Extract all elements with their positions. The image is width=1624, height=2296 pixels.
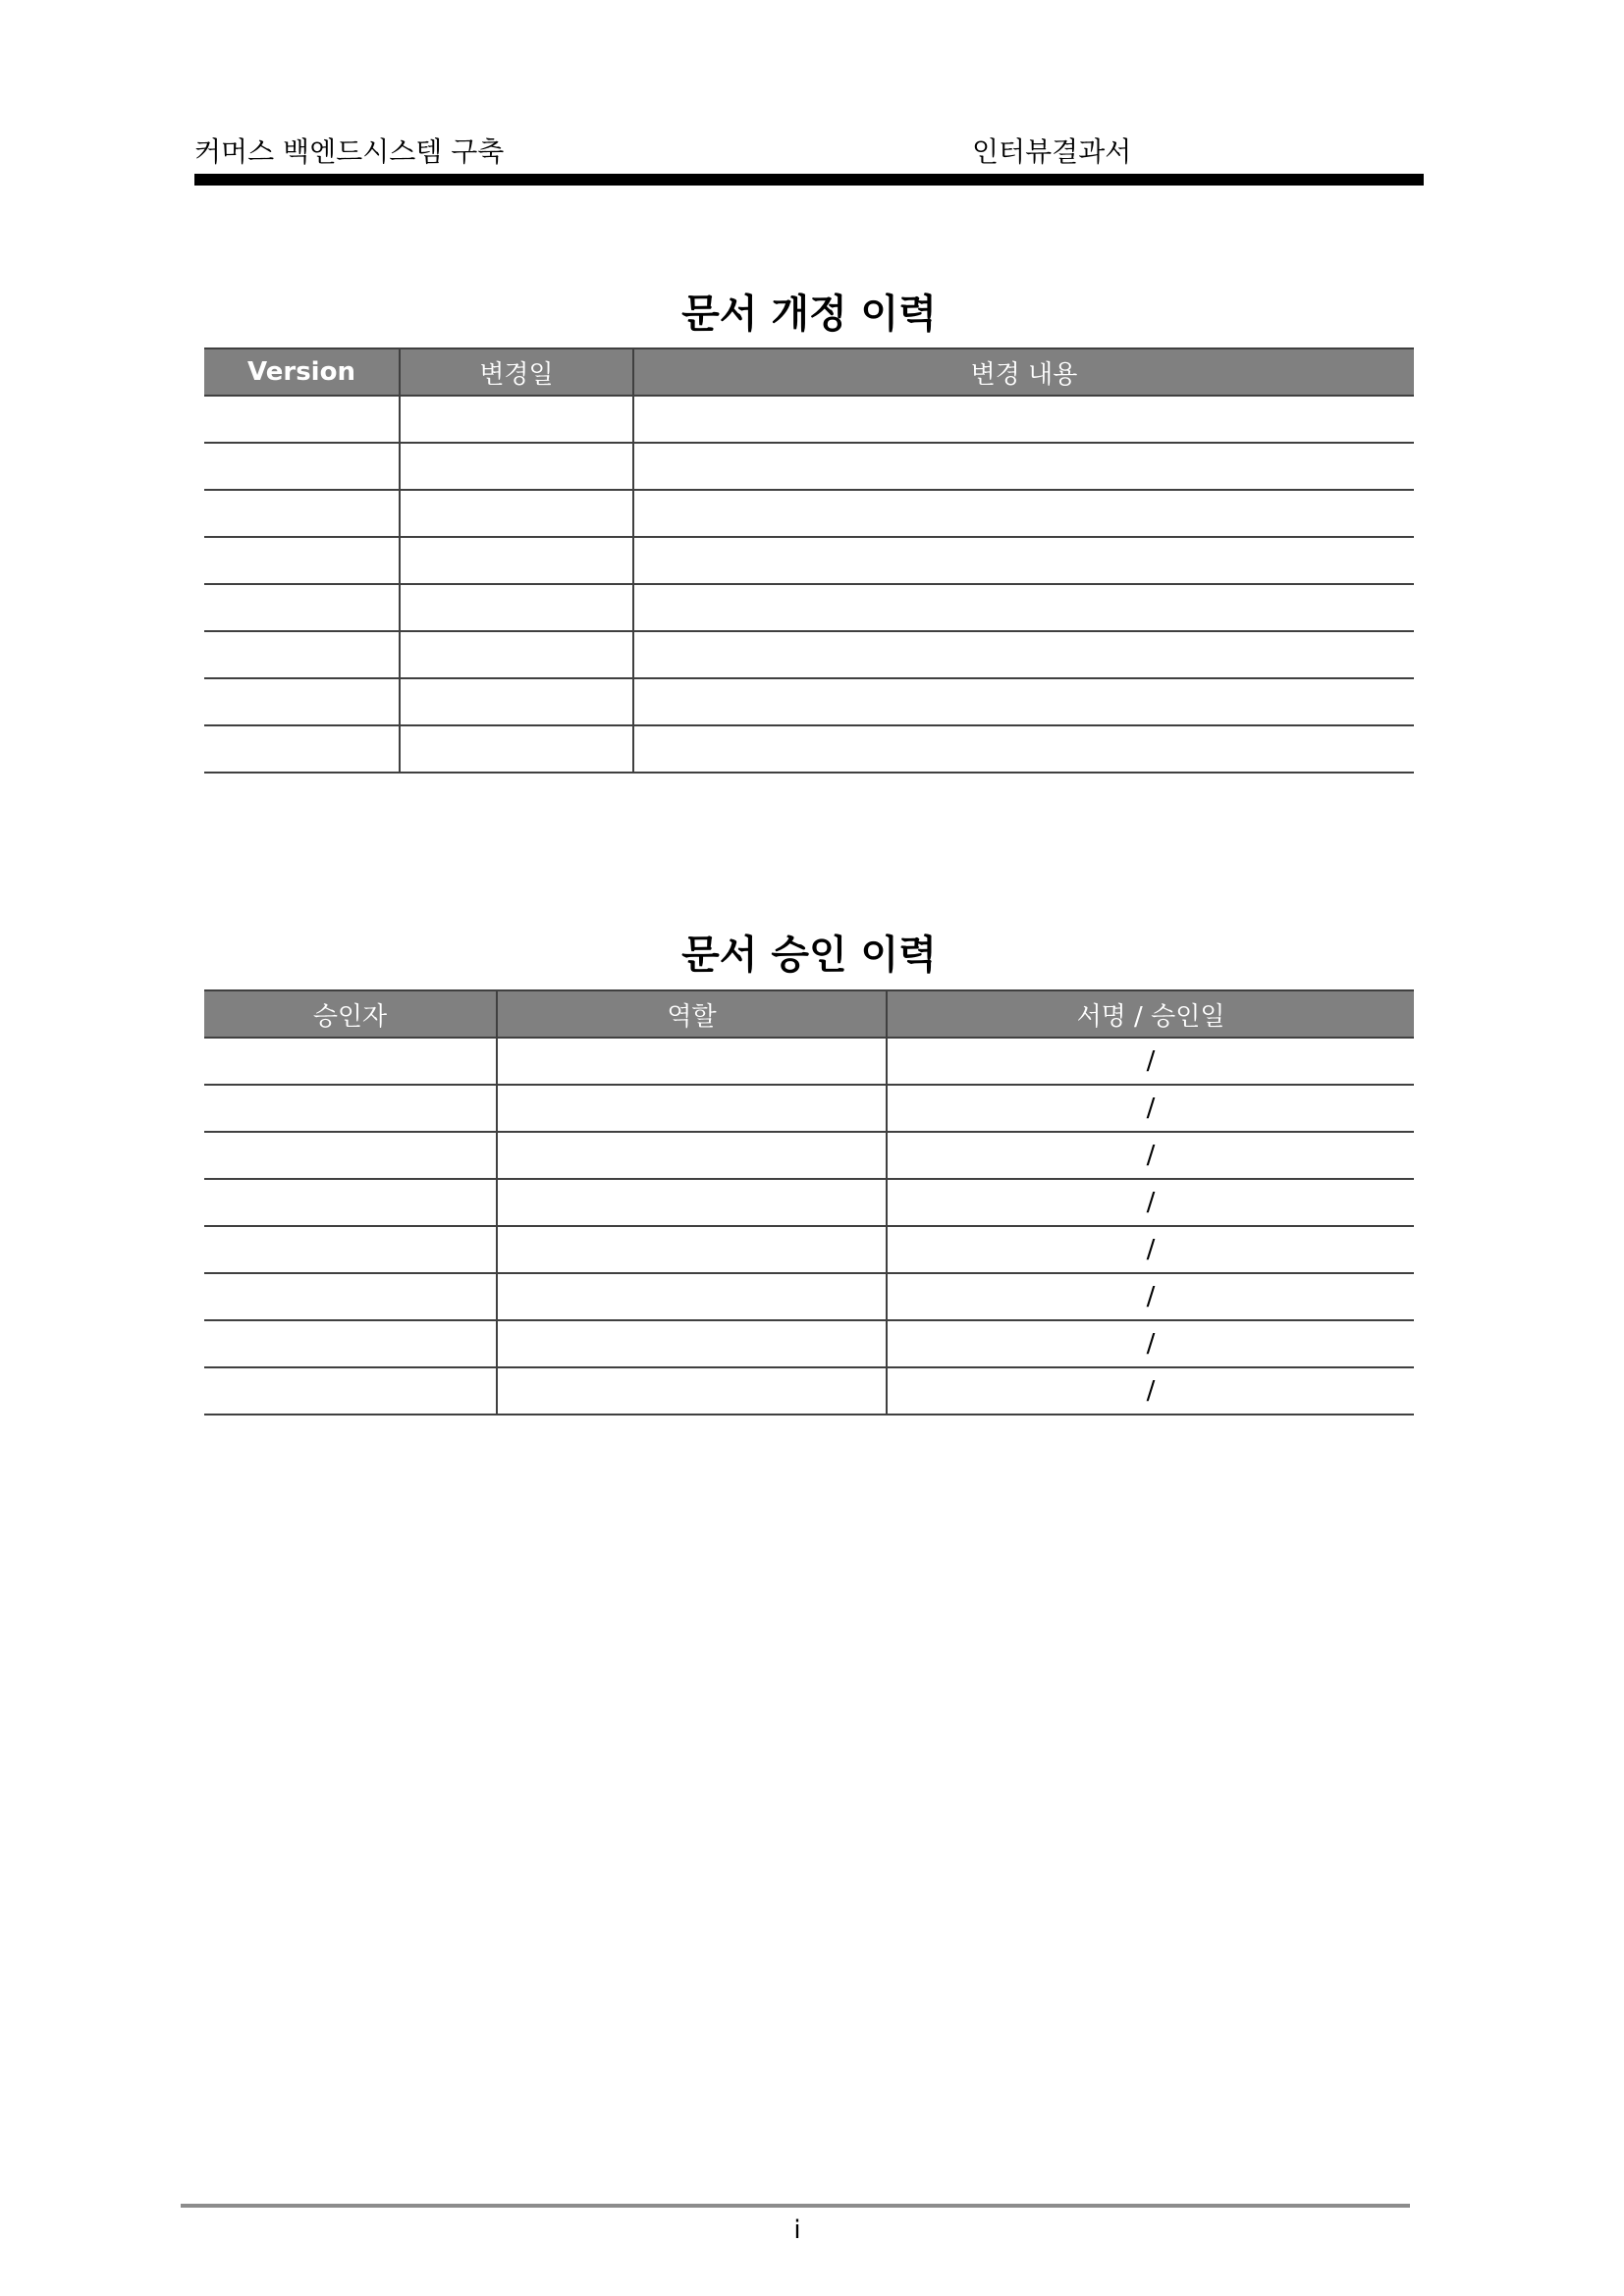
approval-approver-cell[interactable] [204,1132,497,1179]
revision-date-cell[interactable] [400,584,633,631]
table-row [204,631,1414,678]
page-number: i [793,2216,801,2245]
table-row [204,725,1414,773]
header-rule [194,174,1424,186]
approval-role-cell[interactable] [497,1085,887,1132]
approval-col-approver: 승인자 [204,990,497,1038]
table-row [204,1367,1414,1415]
table-row [204,1085,1414,1132]
table-row [204,396,1414,443]
approval-role-cell[interactable] [497,1226,887,1273]
revision-version-cell[interactable] [204,631,400,678]
revision-history-title: 문서 개정 이력 [681,292,937,337]
approval-role-cell[interactable] [497,1273,887,1320]
approval-role-cell[interactable] [497,1132,887,1179]
approval-header-row [204,990,1414,1038]
approval-approver-cell[interactable] [204,1320,497,1367]
approval-signature-date-cell[interactable]: / [887,1132,1414,1179]
footer-rule [181,2204,1410,2208]
header-project-title: 커머스 백엔드시스템 구축 [194,135,505,168]
table-row [204,1132,1414,1179]
approval-approver-cell[interactable] [204,1179,497,1226]
approval-col-signature-date: 서명 / 승인일 [887,990,1414,1038]
table-row [204,1038,1414,1085]
table-row [204,1273,1414,1320]
table-row [204,490,1414,537]
revision-changes-cell[interactable] [633,443,1414,490]
approval-signature-date-cell[interactable]: / [887,1320,1414,1367]
approval-signature-date-cell[interactable]: / [887,1367,1414,1415]
revision-date-cell[interactable] [400,678,633,725]
revision-version-cell[interactable] [204,725,400,773]
approval-approver-cell[interactable] [204,1273,497,1320]
approval-approver-cell[interactable] [204,1038,497,1085]
approval-approver-cell[interactable] [204,1085,497,1132]
revision-changes-cell[interactable] [633,490,1414,537]
approval-role-cell[interactable] [497,1038,887,1085]
approval-role-cell[interactable] [497,1320,887,1367]
approval-approver-cell[interactable] [204,1226,497,1273]
table-row [204,1179,1414,1226]
table-row [204,537,1414,584]
page-header [194,126,1420,177]
approval-role-cell[interactable] [497,1179,887,1226]
revision-date-cell[interactable] [400,725,633,773]
approval-history-title: 문서 승인 이력 [681,933,937,978]
header-document-type: 인터뷰결과서 [972,135,1132,168]
table-row [204,678,1414,725]
revision-changes-cell[interactable] [633,537,1414,584]
revision-version-cell[interactable] [204,490,400,537]
revision-version-cell[interactable] [204,678,400,725]
revision-changes-cell[interactable] [633,725,1414,773]
revision-changes-cell[interactable] [633,631,1414,678]
revision-date-cell[interactable] [400,396,633,443]
revision-version-cell[interactable] [204,537,400,584]
table-row [204,1226,1414,1273]
revision-version-cell[interactable] [204,584,400,631]
revision-col-version: Version [204,348,400,396]
approval-approver-cell[interactable] [204,1367,497,1415]
approval-signature-date-cell[interactable]: / [887,1226,1414,1273]
table-row [204,584,1414,631]
revision-header-row [204,348,1414,396]
revision-changes-cell[interactable] [633,396,1414,443]
revision-changes-cell[interactable] [633,678,1414,725]
revision-date-cell[interactable] [400,631,633,678]
table-row [204,443,1414,490]
revision-version-cell[interactable] [204,396,400,443]
table-row [204,1320,1414,1367]
approval-signature-date-cell[interactable]: / [887,1273,1414,1320]
revision-date-cell[interactable] [400,443,633,490]
revision-history-table [204,347,1414,774]
approval-signature-date-cell[interactable]: / [887,1179,1414,1226]
approval-signature-date-cell[interactable]: / [887,1085,1414,1132]
revision-col-date: 변경일 [400,348,633,396]
revision-date-cell[interactable] [400,490,633,537]
revision-version-cell[interactable] [204,443,400,490]
approval-signature-date-cell[interactable]: / [887,1038,1414,1085]
revision-changes-cell[interactable] [633,584,1414,631]
revision-date-cell[interactable] [400,537,633,584]
revision-col-changes: 변경 내용 [633,348,1414,396]
approval-col-role: 역할 [497,990,887,1038]
approval-role-cell[interactable] [497,1367,887,1415]
approval-history-table [204,989,1414,1415]
